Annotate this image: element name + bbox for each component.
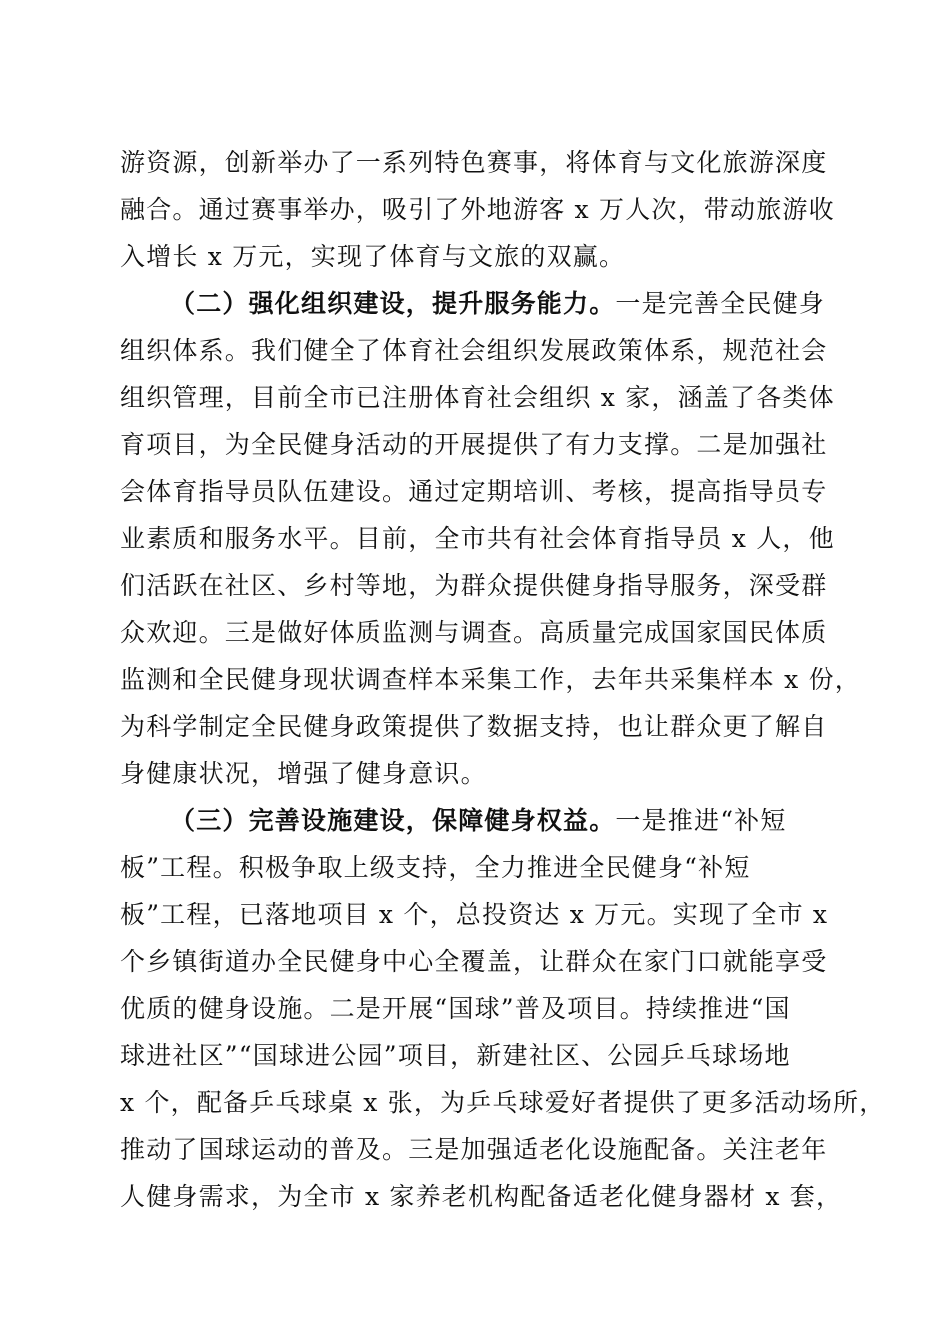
body-line: 游资源，创新举办了一系列特色赛事，将体育与文化旅游深度 [120, 148, 828, 177]
body-line: 组织管理，目前全市已注册体育社会组织 x 家，涵盖了各类体 [120, 383, 835, 412]
section-3-first-line [170, 798, 832, 844]
body-line: 身健康状况，增强了健身意识。 [120, 759, 487, 788]
body-line: 推动了国球运动的普及。三是加强适老化设施配备。关注老年 [120, 1135, 828, 1164]
body-line: x 个，配备乒乓球桌 x 张，为乒乓球爱好者提供了更多活动场所， [120, 1088, 886, 1117]
body-line: 融合。通过赛事举办，吸引了外地游客 x 万人次，带动旅游收 [120, 195, 835, 224]
section-2-first-line [170, 281, 832, 327]
body-line: 组织体系。我们健全了体育社会组织发展政策体系，规范社会 [120, 336, 828, 365]
body-line: 板”工程。积极争取上级支持，全力推进全民健身“补短 [120, 853, 751, 882]
body-line: 监测和全民健身现状调查样本采集工作，去年共采集样本 x 份， [120, 665, 861, 694]
body-line: 业素质和服务水平。目前，全市共有社会体育指导员 x 人，他 [120, 524, 835, 553]
body-line: 人健身需求，为全市 x 家养老机构配备适老化健身器材 x 套， [120, 1182, 843, 1211]
body-line: 们活跃在社区、乡村等地，为群众提供健身指导服务，深受群 [120, 571, 828, 600]
body-line: 众欢迎。三是做好体质监测与调查。高质量完成国家国民体质 [120, 618, 828, 647]
body-line: 板”工程，已落地项目 x 个，总投资达 x 万元。实现了全市 x [120, 900, 829, 929]
section-2-heading: （二）强化组织建设，提升服务能力。 [170, 289, 616, 318]
body-line: 会体育指导员队伍建设。通过定期培训、考核，提高指导员专 [120, 477, 828, 506]
body-line: 优质的健身设施。二是开展“国球”普及项目。持续推进“国 [120, 994, 791, 1023]
section-3-lead-text: 一是推进“补短 [615, 806, 787, 835]
body-line: 球进社区”“国球进公园”项目，新建社区、公园乒乓球场地 [120, 1041, 791, 1070]
body-line: 育项目，为全民健身活动的开展提供了有力支撑。二是加强社 [120, 430, 828, 459]
body-line: 入增长 x 万元，实现了体育与文旅的双赢。 [120, 242, 626, 271]
body-line: 个乡镇街道办全民健身中心全覆盖，让群众在家门口就能享受 [120, 947, 828, 976]
section-2-lead-text: 一是完善全民健身 [615, 289, 826, 318]
body-line: 为科学制定全民健身政策提供了数据支持，也让群众更了解自 [120, 712, 828, 741]
section-3-heading: （三）完善设施建设，保障健身权益。 [170, 806, 616, 835]
